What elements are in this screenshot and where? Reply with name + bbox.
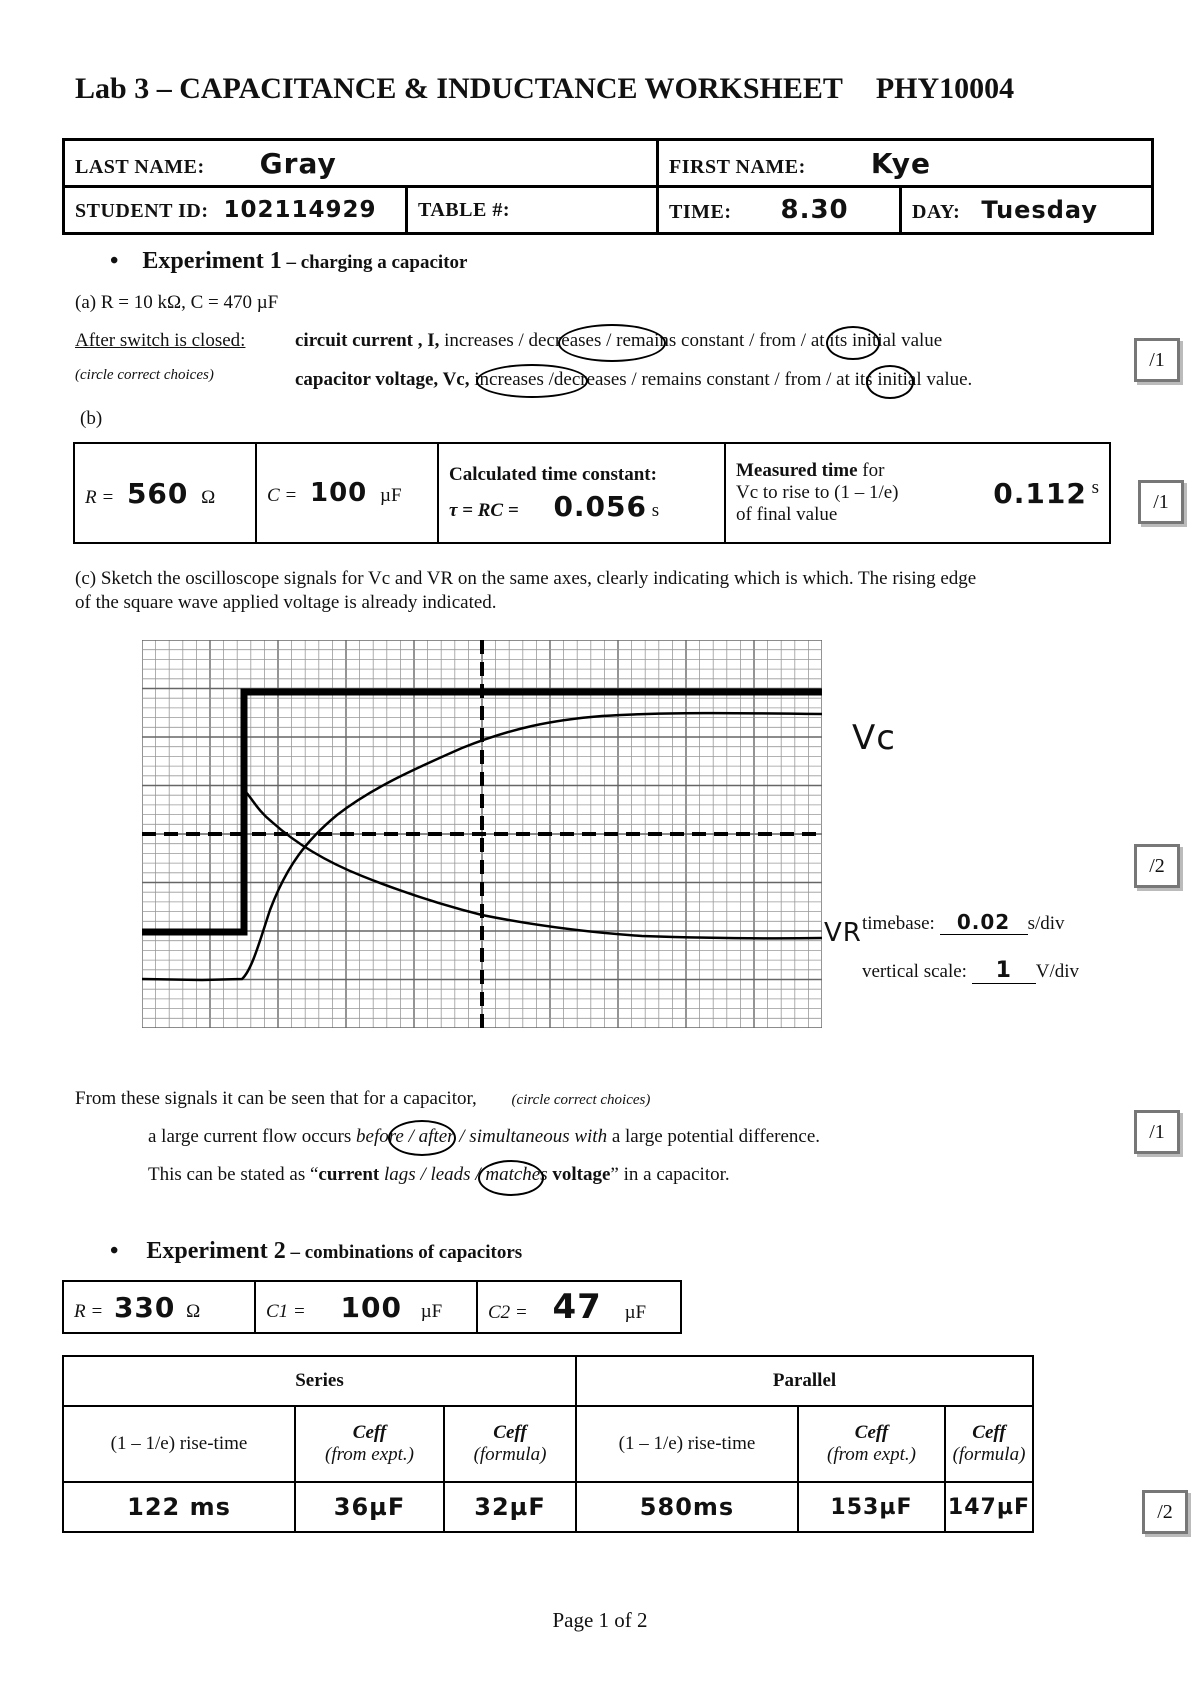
worksheet-title: Lab 3 – CAPACITANCE & INDUCTANCE WORKSHEET — [75, 72, 843, 105]
timebase-line — [862, 910, 1065, 935]
student-info-table — [62, 138, 1154, 235]
exp2-c1-label: C1 = — [266, 1300, 306, 1322]
series-from-expt-header: (from expt.) — [325, 1444, 414, 1465]
parallel-from-expt-header: (from expt.) — [827, 1444, 916, 1465]
timebase-label: timebase: — [862, 913, 935, 934]
exp2-r-unit: Ω — [186, 1300, 201, 1322]
parallel-risetime-value[interactable]: 580ms — [576, 1482, 798, 1532]
page-title — [75, 72, 1014, 106]
experiment-2-values-table — [62, 1280, 682, 1334]
student-id-label: STUDENT ID: — [75, 200, 209, 222]
score-box-b: /1 — [1138, 480, 1184, 524]
r-label: R = — [85, 486, 115, 508]
exp2-c2-label: C2 = — [488, 1302, 528, 1323]
circle-mark-from — [826, 326, 880, 360]
last-name-label: LAST NAME: — [75, 155, 205, 178]
measured-time-line2: Vc to rise to (1 – 1/e) — [736, 482, 899, 503]
bullet-icon: • — [110, 1238, 119, 1264]
time-value[interactable]: 8.30 — [780, 195, 849, 225]
exp2-c2-value[interactable]: 47 — [552, 1287, 602, 1327]
conclusion-voltage-word: voltage — [552, 1164, 611, 1185]
c-label: C = — [267, 485, 298, 506]
c-value[interactable]: 100 — [310, 478, 368, 508]
r-value[interactable]: 560 — [126, 476, 189, 510]
series-ceff-expt-header: Ceff — [352, 1422, 387, 1443]
vertical-scale-value[interactable]: 1 — [972, 958, 1036, 984]
capacitor-combination-table — [62, 1355, 1034, 1533]
score-box-c: /2 — [1134, 844, 1180, 888]
exp2-c1-value[interactable]: 100 — [340, 1290, 402, 1324]
calc-formula: τ = RC = — [449, 499, 519, 521]
day-value[interactable]: Tuesday — [981, 196, 1098, 224]
vertical-scale-unit: V/div — [1035, 961, 1079, 982]
parallel-ceff-formula-header: Ceff — [972, 1422, 1006, 1443]
part-c-instructions-line1: (c) Sketch the oscilloscope signals for Vc and VR on the same axes, clearly indicating which is which. The rising edge — [75, 568, 977, 589]
conclusion-line1-start: a large current flow occurs — [148, 1126, 352, 1147]
experiment-2-heading — [110, 1238, 522, 1265]
voltage-options[interactable]: increases /decreases / remains constant / from / at its initial value. — [474, 369, 973, 390]
circle-note: (circle correct choices) — [75, 367, 214, 383]
vertical-scale-label: vertical scale: — [862, 961, 967, 982]
circle-mark-before — [388, 1120, 456, 1156]
exp2-c1-unit: µF — [420, 1300, 443, 1322]
measured-time-unit: s — [1091, 476, 1099, 498]
parallel-risetime-header: (1 – 1/e) rise-time — [576, 1406, 798, 1482]
experiment-1-title: Experiment 1 — [142, 248, 282, 274]
bullet-icon: • — [110, 248, 119, 274]
voltage-label: capacitor voltage, Vc, — [295, 369, 470, 390]
series-ceff-expt-value[interactable]: 36µF — [295, 1482, 444, 1532]
part-b-label: (b) — [80, 408, 103, 429]
part-a-values: (a) R = 10 kΩ, C = 470 µF — [75, 292, 279, 313]
calc-time-constant-title: Calculated time constant: — [449, 463, 657, 485]
conclusion-line1-options[interactable]: before / after / simultaneous with — [356, 1126, 608, 1147]
circle-mark-increases — [476, 364, 588, 398]
conclusion-line2-options[interactable]: lags / leads / matches — [384, 1164, 548, 1185]
conclusion-circle-note: (circle correct choices) — [511, 1092, 651, 1108]
series-header: Series — [63, 1356, 576, 1406]
vr-trace — [244, 790, 822, 938]
calc-unit: s — [651, 499, 660, 521]
series-ceff-formula-header: Ceff — [493, 1422, 527, 1443]
series-formula-header: (formula) — [473, 1444, 547, 1465]
score-box-d: /1 — [1134, 1110, 1180, 1154]
student-id-value[interactable]: 102114929 — [223, 197, 377, 223]
time-label: TIME: — [669, 201, 732, 223]
conclusion-intro: From these signals it can be seen that for a capacitor, — [75, 1088, 477, 1109]
conclusion-line2-start: This can be stated as “ — [148, 1164, 319, 1185]
experiment-1-subtitle: – charging a capacitor — [281, 252, 468, 273]
measured-time-line3: of final value — [736, 504, 838, 525]
vertical-scale-line — [862, 958, 1079, 984]
day-label: DAY: — [912, 201, 961, 223]
r-unit: Ω — [201, 486, 216, 508]
timebase-unit: s/div — [1027, 913, 1065, 934]
series-risetime-value[interactable]: 122 ms — [63, 1482, 295, 1532]
table-number-label: TABLE #: — [418, 198, 510, 221]
series-risetime-header: (1 – 1/e) rise-time — [63, 1406, 295, 1482]
conclusion-line1-end: a large potential difference. — [611, 1126, 821, 1147]
parallel-ceff-formula-value[interactable]: 147µF — [945, 1482, 1033, 1532]
part-b-table — [73, 442, 1111, 544]
c-unit: µF — [380, 485, 402, 506]
experiment-1-heading — [110, 248, 467, 275]
last-name-value[interactable]: Gray — [259, 146, 337, 180]
measured-time-value[interactable]: 0.112 — [993, 476, 1087, 510]
conclusion-line2-end: ” in a capacitor. — [610, 1164, 730, 1185]
conclusion-line-1 — [148, 1126, 820, 1148]
current-options[interactable]: increases / decreases / remains constant / from / at its initial value — [444, 330, 943, 351]
series-ceff-formula-value[interactable]: 32µF — [444, 1482, 576, 1532]
conclusion-current-word: current — [318, 1164, 380, 1185]
exp2-r-label: R = — [74, 1300, 104, 1322]
parallel-header: Parallel — [576, 1356, 1033, 1406]
conclusion-intro-line — [75, 1088, 650, 1110]
circle-mark-decreases — [558, 324, 666, 362]
conclusion-line-2 — [148, 1164, 730, 1186]
first-name-label: FIRST NAME: — [669, 155, 806, 178]
circle-mark-leads — [478, 1160, 544, 1196]
first-name-value[interactable]: Kye — [870, 146, 931, 180]
measured-time-for: for — [857, 460, 885, 481]
page-number: Page 1 of 2 — [552, 1608, 648, 1632]
current-label: circuit current , I, — [295, 330, 440, 351]
score-box-exp2: /2 — [1142, 1490, 1188, 1534]
calc-value[interactable]: 0.056 — [553, 489, 648, 523]
timebase-value[interactable]: 0.02 — [940, 910, 1028, 935]
measured-time-title: Measured time — [736, 460, 858, 481]
parallel-ceff-expt-header: Ceff — [854, 1422, 889, 1443]
exp2-c2-unit: µF — [624, 1302, 647, 1323]
oscilloscope-grid[interactable] — [142, 640, 822, 1028]
after-switch-label: After switch is closed: — [75, 330, 246, 351]
part-c-instructions-line2: of the square wave applied voltage is already indicated. — [75, 592, 497, 613]
exp2-r-value[interactable]: 330 — [113, 1290, 176, 1324]
course-code: PHY10004 — [875, 72, 1015, 105]
parallel-ceff-expt-value[interactable]: 153µF — [798, 1482, 945, 1532]
score-box-a: /1 — [1134, 338, 1180, 382]
parallel-formula-header: (formula) — [952, 1444, 1026, 1465]
experiment-2-subtitle: – combinations of capacitors — [285, 1242, 523, 1263]
vc-trace-label: Vc — [852, 718, 896, 758]
experiment-2-title: Experiment 2 — [146, 1238, 286, 1264]
circle-mark-from-2 — [866, 365, 914, 399]
vr-trace-label: VR — [824, 918, 862, 948]
